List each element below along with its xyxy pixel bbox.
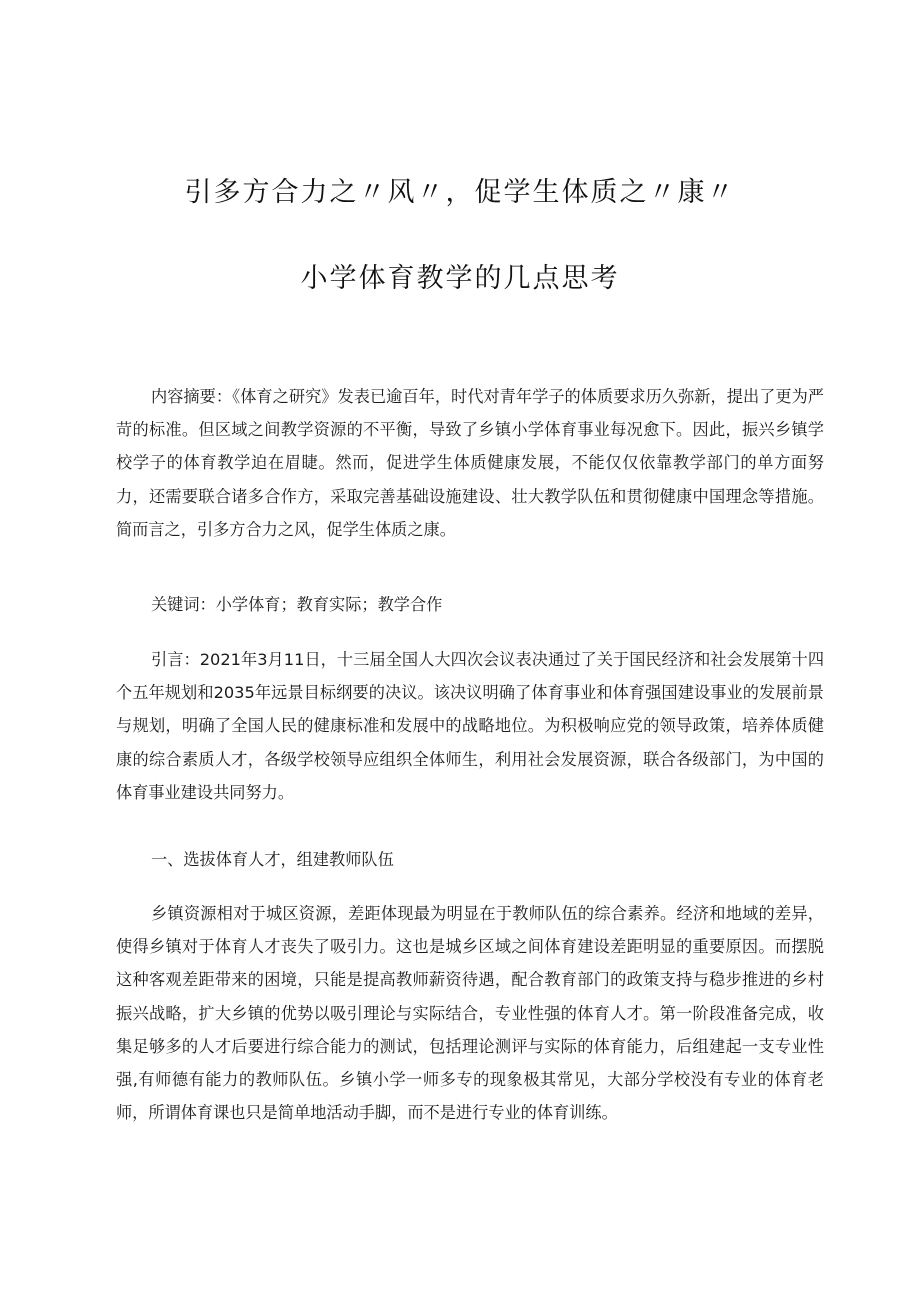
keywords-label: 关键词：: [151, 595, 216, 614]
abstract-text: 《体育之研究》发表已逾百年，时代对青年学子的体质要求历久弥新，提出了更为严苛的标准。但区域之间教学资源的不平衡，导致了乡镇小学体育事业每况愈下。因此，振兴乡镇学校学子的体育教学迫在眉睫。然而，促进学生体质健康发展，不能仅仅依靠教学部门的单方面努力，还需要联合诸多合作方，采取完善基础设施建设、壮大教学队伍和贯彻健康中国理念等措施。简而言之，引多方合力之风，促学生体质之康。: [116, 387, 824, 539]
intro-text: 2021年3月11日，十三届全国人大四次会议表决通过了关于国民经济和社会发展第十四个五年规划和2035年远景目标纲要的决议。该决议明确了体育事业和体育强国建设事业的发展前景与规划，明确了全国人民的健康标准和发展中的战略地位。为积极响应党的领导政策，培养体质健康的综合素质人才，各级学校领导应组织全体师生，利用社会发展资源，联合各级部门，为中国的体育事业建设共同努力。: [116, 650, 825, 802]
intro-paragraph: [116, 643, 824, 809]
abstract-paragraph: [116, 380, 824, 546]
keywords-text: 小学体育；教育实际；教学合作: [215, 595, 443, 614]
intro-label: 引言：: [151, 650, 200, 669]
document-title-line-1: 引多方合力之〃风〃，促学生体质之〃康〃: [184, 177, 736, 208]
abstract-label: 内容摘要：: [151, 387, 233, 406]
keywords-paragraph: [116, 588, 824, 621]
document-title-line-2: 小学体育教学的几点思考: [300, 263, 620, 294]
section-heading: 一、选拔体育人才，组建教师队伍: [151, 850, 394, 869]
section-paragraph: 乡镇资源相对于城区资源，差距体现最为明显在于教师队伍的综合素养。经济和地域的差异，使得乡镇对于体育人才丧失了吸引力。这也是城乡区域之间体育建设差距明显的重要原因。而摆脱这种客观差距带来的困境，只能是提高教师薪资待遇，配合教育部门的政策支持与稳步推进的乡村振兴战略，扩大乡镇的优势以吸引理论与实际结合，专业性强的体育人才。第一阶段准备完成，收集足够多的人才后要进行综合能力的测试，包括理论测评与实际的体育能力，后组建起一支专业性强,有师德有能力的教师队伍。乡镇小学一师多专的现象极其常见，大部分学校没有专业的体育老师，所谓体育课也只是简单地活动手脚，而不是进行专业的体育训练。: [116, 904, 824, 1123]
